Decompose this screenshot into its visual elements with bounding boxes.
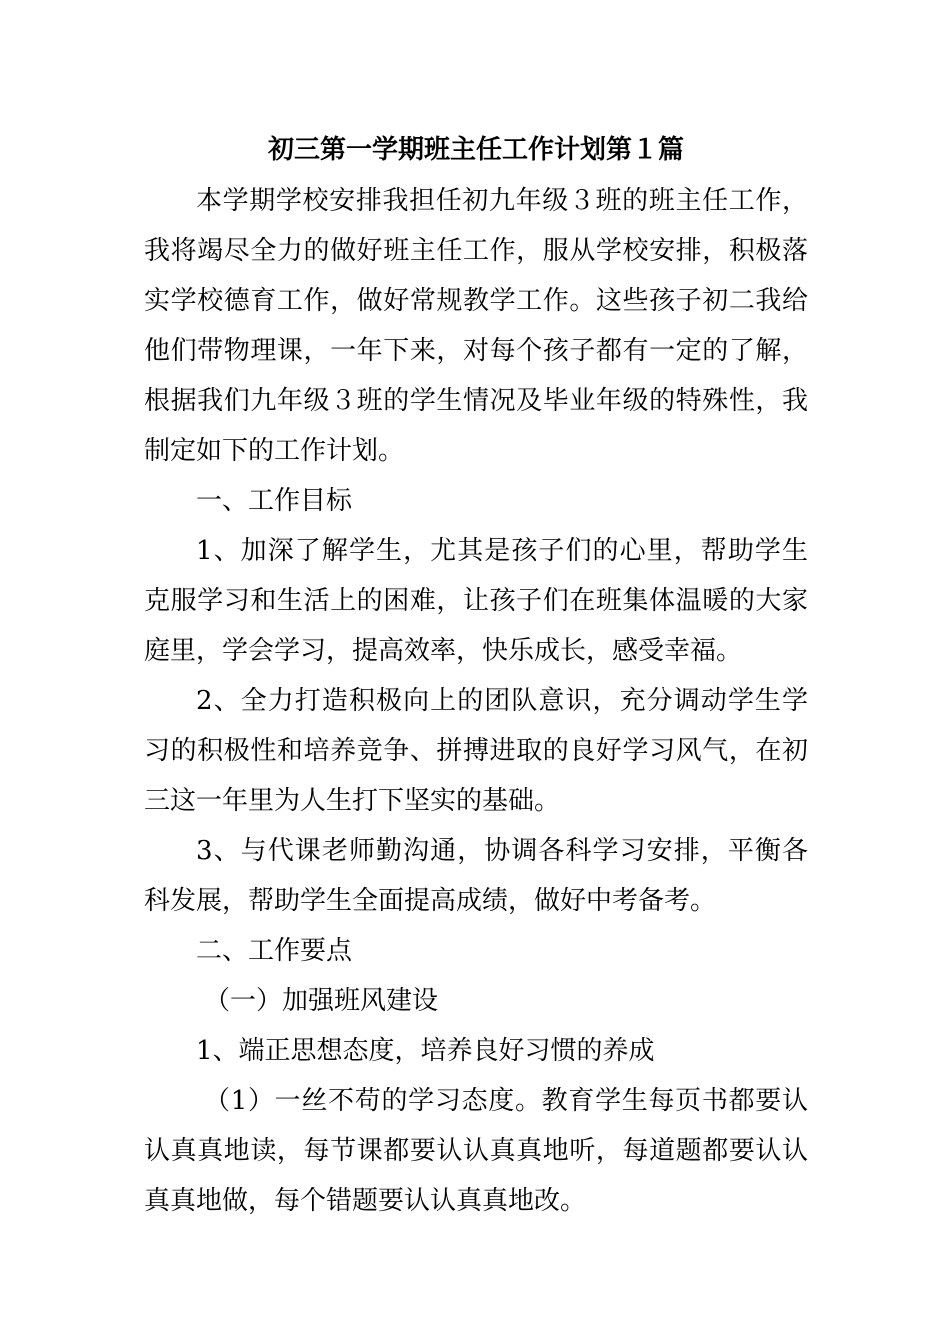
- paragraph-learning-attitude: （1）一丝不苟的学习态度。教育学生每页书都要认认真真地读，每节课都要认认真真地听，每道题都要认认真真地做，每个错题要认认真真地改。: [144, 1086, 808, 1216]
- paragraph-intro: 本学期学校安排我担任初九年级３班的班主任工作，我将竭尽全力的做好班主任工作，服从学校安排，积极落实学校德育工作，做好常规教学工作。这些孩子初二我给他们带物理课，一年下来，对每个孩子都有一定的了解，根据我们九年级３班的学生情况及毕业年级的特殊性，我制定如下的工作计划。: [144, 186, 808, 466]
- paragraph-goal-3: 3、与代课老师勤沟通，协调各科学习安排，平衡各科发展，帮助学生全面提高成绩，做好中考备考。: [144, 836, 808, 916]
- heading-work-points: 二、工作要点: [196, 936, 353, 966]
- heading-class-style: （一）加强班风建设: [204, 986, 439, 1016]
- document-title: 初三第一学期班主任工作计划第１篇: [267, 135, 684, 165]
- paragraph-goal-2: 2、全力打造积极向上的团队意识，充分调动学生学习的积极性和培养竞争、拼搏进取的良好学习风气，在初三这一年里为人生打下坚实的基础。: [144, 686, 808, 816]
- paragraph-goal-1: 1、加深了解学生，尤其是孩子们的心里，帮助学生克服学习和生活上的困难，让孩子们在班集体温暖的大家庭里，学会学习，提高效率，快乐成长，感受幸福。: [144, 536, 808, 666]
- heading-attitude-habits: 1、端正思想态度，培养良好习惯的养成: [196, 1036, 655, 1066]
- heading-work-goals: 一、工作目标: [196, 486, 353, 516]
- document-body: [144, 124, 808, 1226]
